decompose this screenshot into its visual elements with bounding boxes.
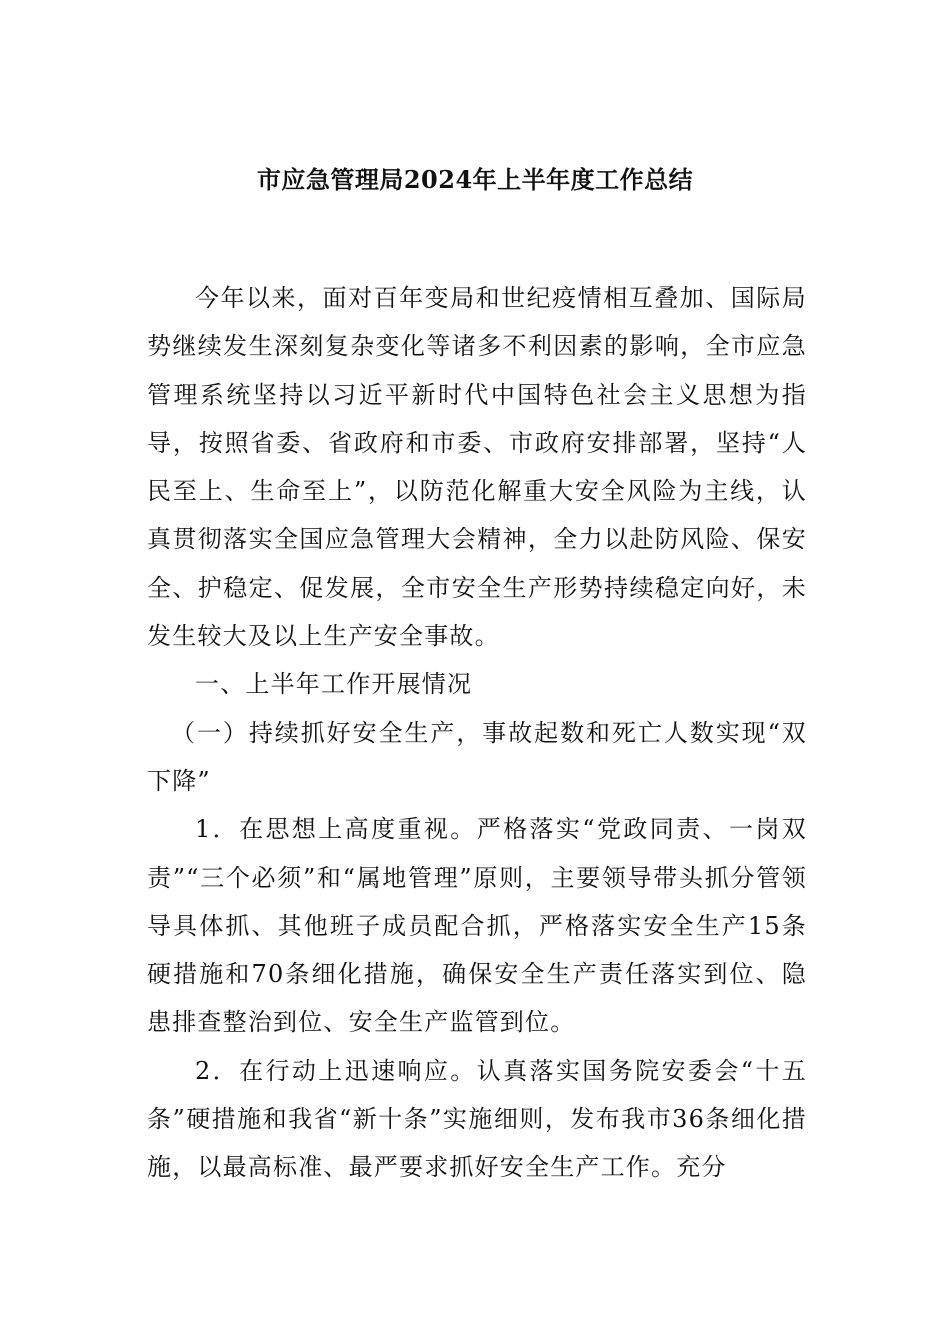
section-heading-1: 一、上半年工作开展情况 (195, 670, 473, 699)
item-paragraph-1: 1．在思想上高度重视。严格落实“党政同责、一岗双责”“三个必须”和“属地管理”原则，主要领导带头抓分管领导具体抓、其他班子成员配合抓，严格落实安全生产15条硬措施和70条细化措施，确保安全生产责任落实到位、隐患排查整治到位、安全生产监管到位。 (147, 815, 807, 1037)
item-paragraph-2: 2．在行动上迅速响应。认真落实国务院安委会“十五条”硬措施和我省“新十条”实施细则，发布我市36条细化措施，以最高标准、最严要求抓好安全生产工作。充分 (147, 1056, 807, 1182)
document-title: 市应急管理局2024年上半年度工作总结 (256, 165, 694, 194)
document-body (147, 274, 807, 1192)
intro-paragraph: 今年以来，面对百年变局和世纪疫情相互叠加、国际局势继续发生深刻复杂变化等诸多不利因素的影响，全市应急管理系统坚持以习近平新时代中国特色社会主义思想为指导，按照省委、省政府和市委、市政府安排部署，坚持“人民至上、生命至上”，以防范化解重大安全风险为主线，认真贯彻落实全国应急管理大会精神，全力以赴防风险、保安全、护稳定、促发展，全市安全生产形势持续稳定向好，未发生较大及以上生产安全事故。 (147, 284, 807, 651)
subsection-heading-1: （一）持续抓好安全生产，事故起数和死亡人数实现“双下降” (147, 718, 807, 795)
